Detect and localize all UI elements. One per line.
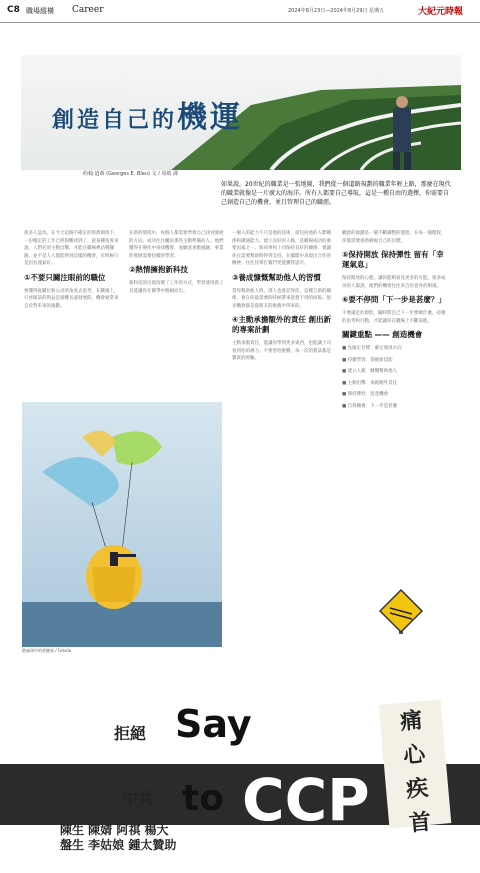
sidebar-item: ■ 保持彈性：留意機會 xyxy=(342,392,389,397)
subhead-2: ②熱情擁抱新科技 xyxy=(129,265,188,274)
publication-logo: 大紀元時報 xyxy=(418,7,464,17)
column-2-text: 在新的環境中，每個人都需要學會自己找到發展的方向。成功往往屬於那些主動準備的人。他們懂得在變化中尋找機會，並願意承擔風險。事業的發展需要持續的學習。 xyxy=(129,231,224,259)
article-title xyxy=(52,92,243,136)
advertisement-banner xyxy=(0,676,480,873)
subhead-5: ⑤保持開放 保持彈性 留有「幸運氣息」 xyxy=(342,250,444,269)
section-english: Career xyxy=(72,5,104,15)
stamp-char: 心 xyxy=(402,741,427,769)
title-part2: 機運 xyxy=(177,100,244,135)
column-3-text-2: 當你幫助他人時，別人也會記得你。這種互助的關係，會在你最需要的時候帶來意想不到的回報。很多機會都是從朋友的推薦中得來的。 xyxy=(232,288,331,309)
sidebar-item: ■ 先擬定目標：確定發展方向 xyxy=(342,346,402,351)
article-intro: 如果說，20世紀的職業是一張地圖，我們從一個道路規劃的職業年輕上路，那麼在現代的職業就像是一片廣大的海洋。所有人都要自己導航，這是一種自由的選擇，你需要自己創造自己的機會，並且管理自己的職涯。 xyxy=(221,181,451,206)
column-2 xyxy=(129,230,225,400)
opportunity-sign-icon xyxy=(378,588,424,634)
subhead-1: ①不要只關注眼前的職位 xyxy=(24,272,106,282)
sponsors-line-2: 盤生 李姑娘 鍾太贊助 xyxy=(60,838,177,852)
balloon-image xyxy=(22,402,222,647)
column-3-text: 一個人的能力不只是他的技術，還包括他的人際關係和溝通能力。建立良好的人脈，是職場成功的重要因素之一。與同事和上司保持良好的關係，會讓你在需要幫助時得到支持。在團隊中表現出合作的精神，往往比單打獨鬥更能獲得認可。 xyxy=(232,231,331,266)
page-header xyxy=(0,0,480,23)
ad-reject-text: 拒絕 xyxy=(114,724,147,743)
ad-sponsors xyxy=(60,823,176,853)
column-2-text-2: 新科技的出現改變了工作的方式，學習使用新工具能讓你在競爭中脫穎而出。 xyxy=(129,281,224,294)
subhead-3: ③養成慷慨幫助他人的習慣 xyxy=(232,272,321,282)
ad-to-text: to xyxy=(182,778,224,819)
ad-no-text: NO xyxy=(258,698,363,771)
title-part1: 創造自己的 xyxy=(52,107,178,133)
column-1 xyxy=(24,230,122,400)
column-4-text-3: 不要滿足於現狀，隨時問自己下一步要做什麼。持續的思考和行動，才能讓你在職場上不斷前進。 xyxy=(342,311,446,324)
sidebar-title: 關鍵重點 —— 創造機會 xyxy=(342,330,423,339)
subhead-6: ⑥要不停問「下一步是甚麼？」 xyxy=(342,295,446,304)
ad-ccp-text: CCP xyxy=(242,766,370,834)
subhead-4: ④主動承擔額外的責任 創出新的專案計劃 xyxy=(232,315,331,334)
column-1-text: 很多人認為，在今天這個不確定的經濟環境下，一份穩定的工作已經很難找到了。從某種角度來說，人們必須主動出擊，才能在職場裡站穩腳跟。並不是人人都能得到這樣的機會，有時候只是因為運氣好。 xyxy=(24,231,119,266)
ad-stamp xyxy=(379,700,452,837)
issue-date: 2024年8月23日—2024年8月29日 星期五 xyxy=(288,8,385,14)
sidebar-item: ■ 主動出擊：承擔額外責任 xyxy=(342,380,398,386)
balloon-illustration xyxy=(22,402,222,647)
stamp-char: 疾 xyxy=(405,774,430,803)
column-4-text: 職涯的規劃是一個不斷調整的過程。在每一個階段，你都需要重新檢視自己的目標。 xyxy=(342,231,446,244)
sidebar-item: ■ 持續學習：掌握新技能 xyxy=(342,357,393,363)
column-1-text-2: 要懂得從職位和公司的角度去思考。在職場上，只看眼前的利益是很難長遠發展的。機會通常來自於對未來的規劃。 xyxy=(24,288,119,309)
ad-ccp-chinese: 中共 xyxy=(122,789,155,808)
ad-say-text: Say xyxy=(175,702,252,746)
section-name: 職場縱橫 xyxy=(26,7,54,15)
stamp-char: 痛 xyxy=(399,707,424,736)
article-byline: 約翰·道森 (Georges E. Bleu) 文 / 周婧 譯 xyxy=(83,171,178,177)
page-number: C8 xyxy=(7,5,20,15)
sidebar-item: ■ 自我檢視：下一步是甚麼 xyxy=(342,403,398,409)
column-4-text-2: 保持開放的心態，讓你能夠看見更多的可能。很多成功的人都說，他們的機會往往來自於意外的相遇。 xyxy=(342,276,446,289)
sponsors-line-1: 陳生 陳婧 阿祺 楊大 xyxy=(60,823,169,837)
image-caption: 熱氣球中的冒險家 / Fotolia xyxy=(22,648,72,653)
sidebar-item: ■ 建立人脈：慷慨幫助他人 xyxy=(342,369,398,374)
column-3-text-3: 主動承擔責任，能讓你學到更多東西，也能讓上司看到你的潛力。不要害怕挑戰，每一次的嘗試都是寶貴的經驗。 xyxy=(232,341,331,361)
stamp-char: 首 xyxy=(408,808,433,837)
